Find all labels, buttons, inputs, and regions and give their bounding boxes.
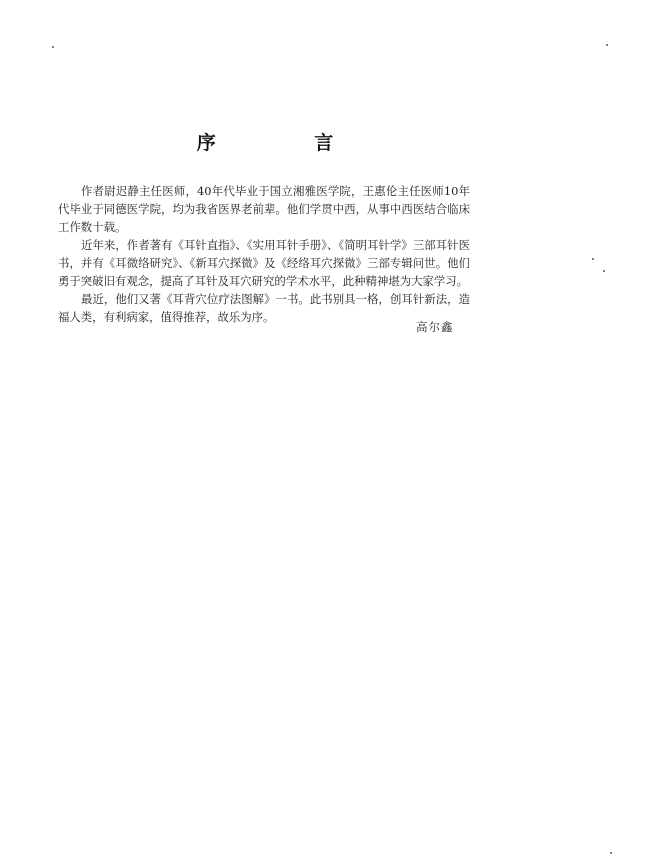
scan-speck	[610, 852, 612, 854]
preface-body	[58, 182, 470, 326]
paragraph-2: 近年来，作者著有《耳针直指》、《实用耳针手册》、《简明耳针学》三部耳针医书，并有《耳微络研究》、《新耳穴探微》及《经络耳穴探微》三部专辑问世。他们勇于突破旧有观念，提高了耳针及耳穴研究的学术水平，此种精神堪为大家学习。	[58, 238, 470, 288]
scan-speck	[592, 258, 594, 260]
author-signature: 高尔鑫	[416, 320, 454, 334]
page-title: 序 言	[196, 132, 380, 154]
paragraph-1: 作者尉迟静主任医师，40年代毕业于国立湘雅医学院，王惠伦主任医师10年代毕业于同德医学院，均为我省医界老前辈。他们学贯中西，从事中西医结合临床工作数十载。	[58, 184, 470, 234]
paragraph-3: 最近，他们又著《耳背穴位疗法图解》一书。此书别具一格，创耳针新法，造福人类，有利病家，值得推荐，故乐为序。	[58, 292, 470, 324]
scan-speck	[603, 270, 605, 272]
scan-speck	[606, 44, 608, 46]
scan-speck	[52, 46, 54, 48]
